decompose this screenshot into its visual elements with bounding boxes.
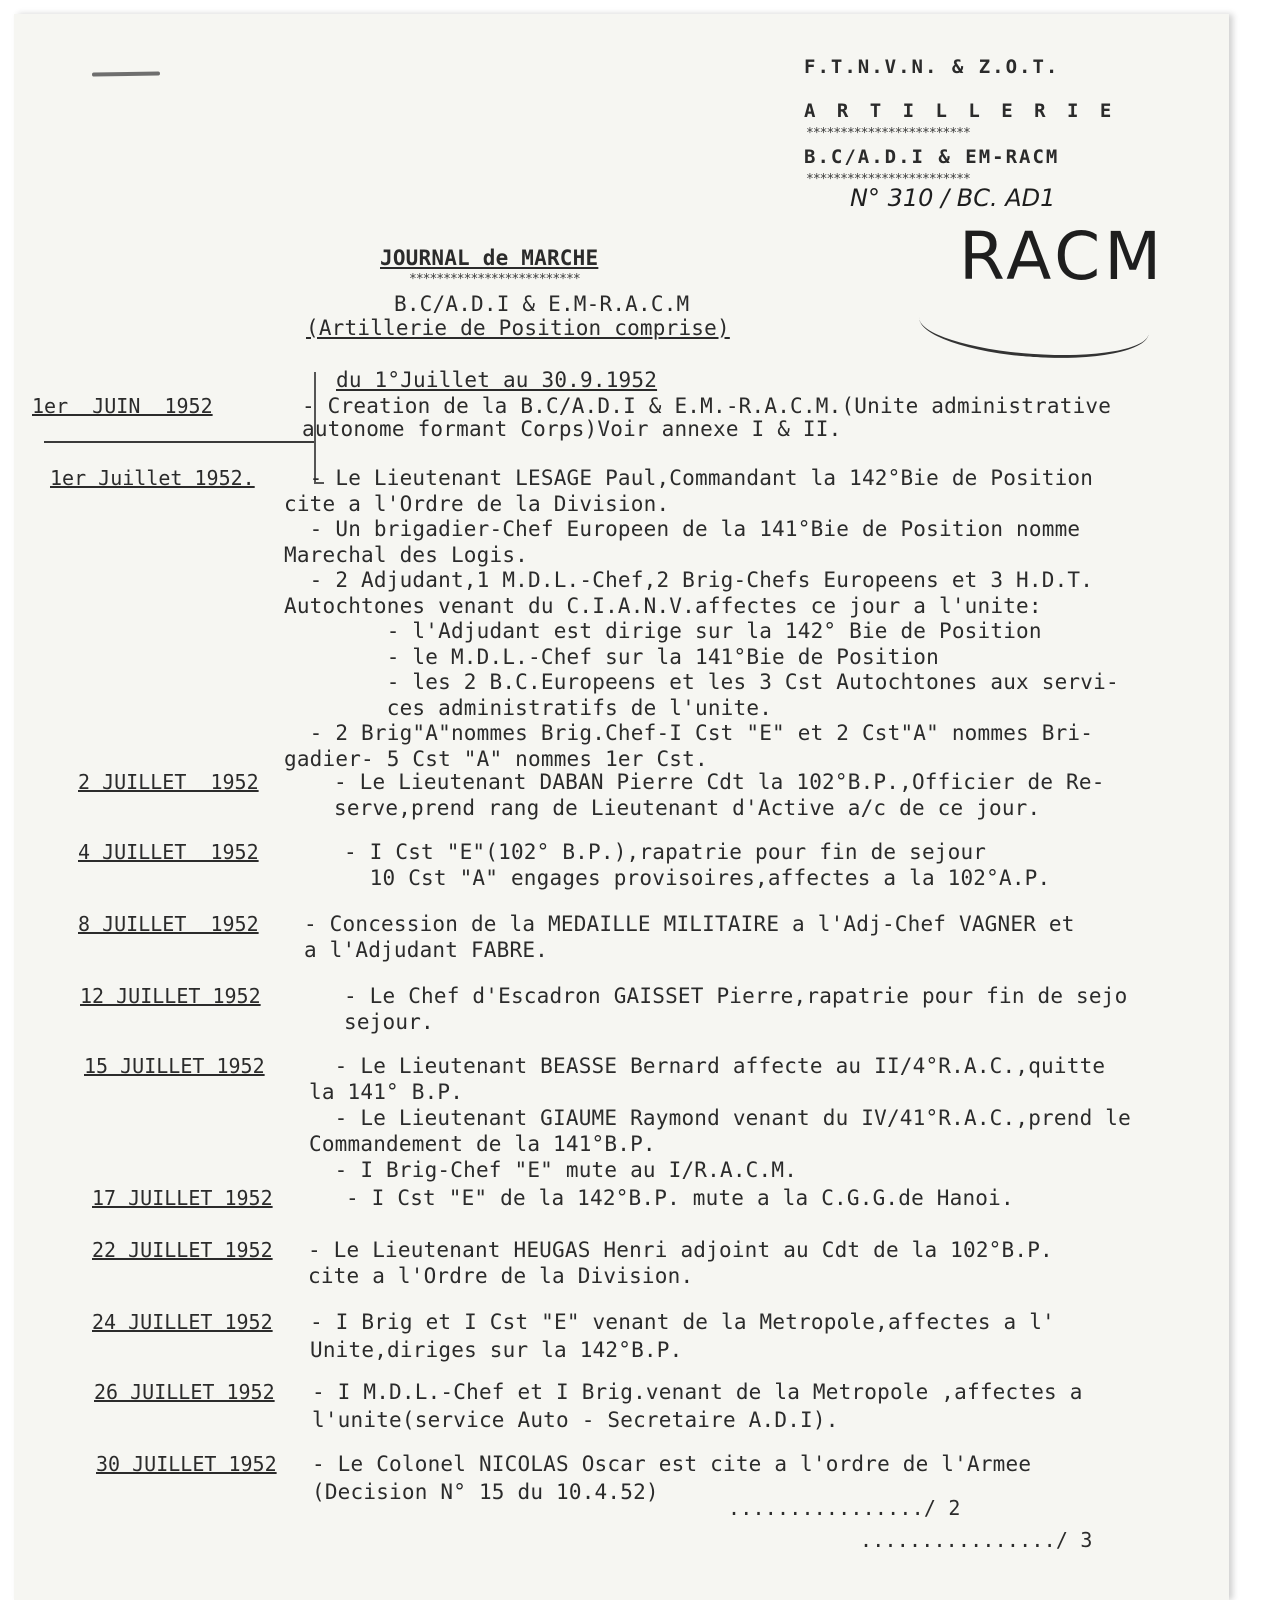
entry-date: 26 JUILLET 1952 bbox=[94, 1380, 275, 1404]
entry-text-line: - Le Lieutenant LESAGE Paul,Commandant la 142°Bie de Position bbox=[284, 466, 1094, 490]
entry-text-line: - Un brigadier-Chef Europeen de la 141°Bie de Position nomme bbox=[284, 517, 1081, 541]
entry-text-line: Autochtones venant du C.I.A.N.V.affectes ce jour a l'unite: bbox=[284, 593, 1042, 618]
entry-text-line: 10 Cst "A" engages provisoires,affectes a la 102°A.P. bbox=[344, 866, 1051, 890]
entry-text-line: autonome formant Corps)Voir annexe I & II. bbox=[302, 417, 842, 441]
entry-text-line: ces administratifs de l'unite. bbox=[284, 695, 773, 720]
entry-date: 1er Juillet 1952. bbox=[50, 466, 255, 490]
entry-text-line: sejour. bbox=[344, 1010, 434, 1034]
title-stars: ************************* bbox=[409, 272, 580, 287]
entry-text-line: - les 2 B.C.Europeens et les 3 Cst Autochtones aux servi- bbox=[284, 670, 1119, 694]
entry-text-line: - I Brig et I Cst "E" venant de la Metropole,affectes a l' bbox=[310, 1310, 1055, 1334]
document-page bbox=[14, 14, 1229, 1600]
entry-date: 15 JUILLET 1952 bbox=[84, 1054, 265, 1078]
entry-text-line: - Le Colonel NICOLAS Oscar est cite a l'ordre de l'Armee bbox=[312, 1452, 1032, 1476]
entry-date: 2 JUILLET 1952 bbox=[78, 770, 259, 794]
entry-text-line: gadier- 5 Cst "A" nommes 1er Cst. bbox=[284, 746, 708, 771]
entry-date: 12 JUILLET 1952 bbox=[80, 984, 261, 1008]
entry-text-line: - Le Lieutenant BEASSE Bernard affecte au II/4°R.A.C.,quitte bbox=[309, 1054, 1106, 1078]
entry-text-line: l'unite(service Auto - Secretaire A.D.I). bbox=[312, 1408, 839, 1432]
entry-text-line: Commandement de la 141°B.P. bbox=[309, 1132, 656, 1156]
entry-text-line: - I Cst "E" de la 142°B.P. mute a la C.G.G.de Hanoi. bbox=[346, 1186, 1014, 1210]
entry-date: 24 JUILLET 1952 bbox=[92, 1310, 273, 1334]
title-subline-1: B.C/A.D.I & E.M-R.A.C.M bbox=[394, 292, 690, 316]
handwritten-reference: N° 310 / BC. AD1 bbox=[850, 184, 1056, 212]
continuation-line-1: ................/ 2 bbox=[728, 1496, 961, 1520]
entry-text-line: - Concession de la MEDAILLE MILITAIRE a l'Adj-Chef VAGNER et bbox=[304, 912, 1075, 936]
entry-text-line: - I Brig-Chef "E" mute au I/R.A.C.M. bbox=[309, 1158, 798, 1182]
handwritten-rach: RACM bbox=[959, 218, 1166, 295]
entry-text-line: - I M.D.L.-Chef et I Brig.venant de la Metropole ,affectes a bbox=[312, 1380, 1083, 1404]
entry-text-line: - 2 Adjudant,1 M.D.L.-Chef,2 Brig-Chefs Europeens et 3 H.D.T. bbox=[284, 568, 1094, 592]
entry-text-line: serve,prend rang de Lieutenant d'Active a/c de ce jour. bbox=[334, 796, 1041, 820]
header-line-1: F.T.N.V.N. & Z.O.T. bbox=[804, 56, 1060, 78]
header-line-3: B.C/A.D.I & EM-RACM bbox=[804, 146, 1060, 168]
entry-text-line: - l'Adjudant est dirige sur la 142° Bie de Position bbox=[284, 619, 1042, 643]
entry-text-line: Marechal des Logis. bbox=[284, 542, 529, 567]
title-subline-2: (Artillerie de Position comprise) bbox=[306, 316, 730, 340]
entry-date: 22 JUILLET 1952 bbox=[92, 1238, 273, 1262]
handwritten-underline bbox=[917, 286, 1151, 365]
entry-date: 1er JUIN 1952 bbox=[32, 394, 213, 418]
entry-text-line: - Le Lieutenant HEUGAS Henri adjoint au Cdt de la 102°B.P. bbox=[308, 1238, 1053, 1262]
header-line-2: A R T I L L E R I E bbox=[804, 100, 1117, 122]
entry-date: 4 JUILLET 1952 bbox=[78, 840, 259, 864]
entry-text-line: Unite,diriges sur la 142°B.P. bbox=[310, 1338, 683, 1362]
entry-date: 8 JUILLET 1952 bbox=[78, 912, 259, 936]
journal-title: JOURNAL de MARCHE bbox=[380, 246, 599, 270]
entry-text-line: la 141° B.P. bbox=[309, 1080, 464, 1104]
staple-mark bbox=[92, 71, 160, 76]
entry-text-line: cite a l'Ordre de la Division. bbox=[308, 1264, 694, 1288]
entry-text-line: - I Cst "E"(102° B.P.),rapatrie pour fin de sejour bbox=[344, 840, 987, 864]
entry-text-line: - le M.D.L.-Chef sur la 141°Bie de Position bbox=[284, 644, 939, 669]
entry-text-line: - Creation de la B.C/A.D.I & E.M.-R.A.C.M.(Unite administrative bbox=[302, 394, 1112, 418]
entry-date: 30 JUILLET 1952 bbox=[96, 1452, 277, 1476]
entry-text-line: (Decision N° 15 du 10.4.52) bbox=[312, 1480, 659, 1504]
title-period: du 1°Juillet au 30.9.1952 bbox=[336, 368, 658, 392]
entry-text-line: - Le Chef d'Escadron GAISSET Pierre,rapatrie pour fin de sejo bbox=[344, 984, 1128, 1008]
continuation-line-2: ................/ 3 bbox=[860, 1528, 1093, 1552]
header-stars-2: ************************ bbox=[806, 172, 970, 187]
entry-text-line: - Le Lieutenant DABAN Pierre Cdt la 102°B.P.,Officier de Re- bbox=[334, 770, 1105, 794]
entry-text-line: - 2 Brig"A"nommes Brig.Chef-I Cst "E" et 2 Cst"A" nommes Bri- bbox=[284, 721, 1094, 745]
header-stars-1: ************************ bbox=[806, 126, 970, 141]
entry-date: 17 JUILLET 1952 bbox=[92, 1186, 273, 1210]
entry-text-line: - Le Lieutenant GIAUME Raymond venant du IV/41°R.A.C.,prend le bbox=[309, 1106, 1131, 1130]
entry-text-line: a l'Adjudant FABRE. bbox=[304, 938, 549, 962]
first-entry-rule bbox=[44, 441, 314, 443]
entry-text-line: cite a l'Ordre de la Division. bbox=[284, 491, 670, 516]
